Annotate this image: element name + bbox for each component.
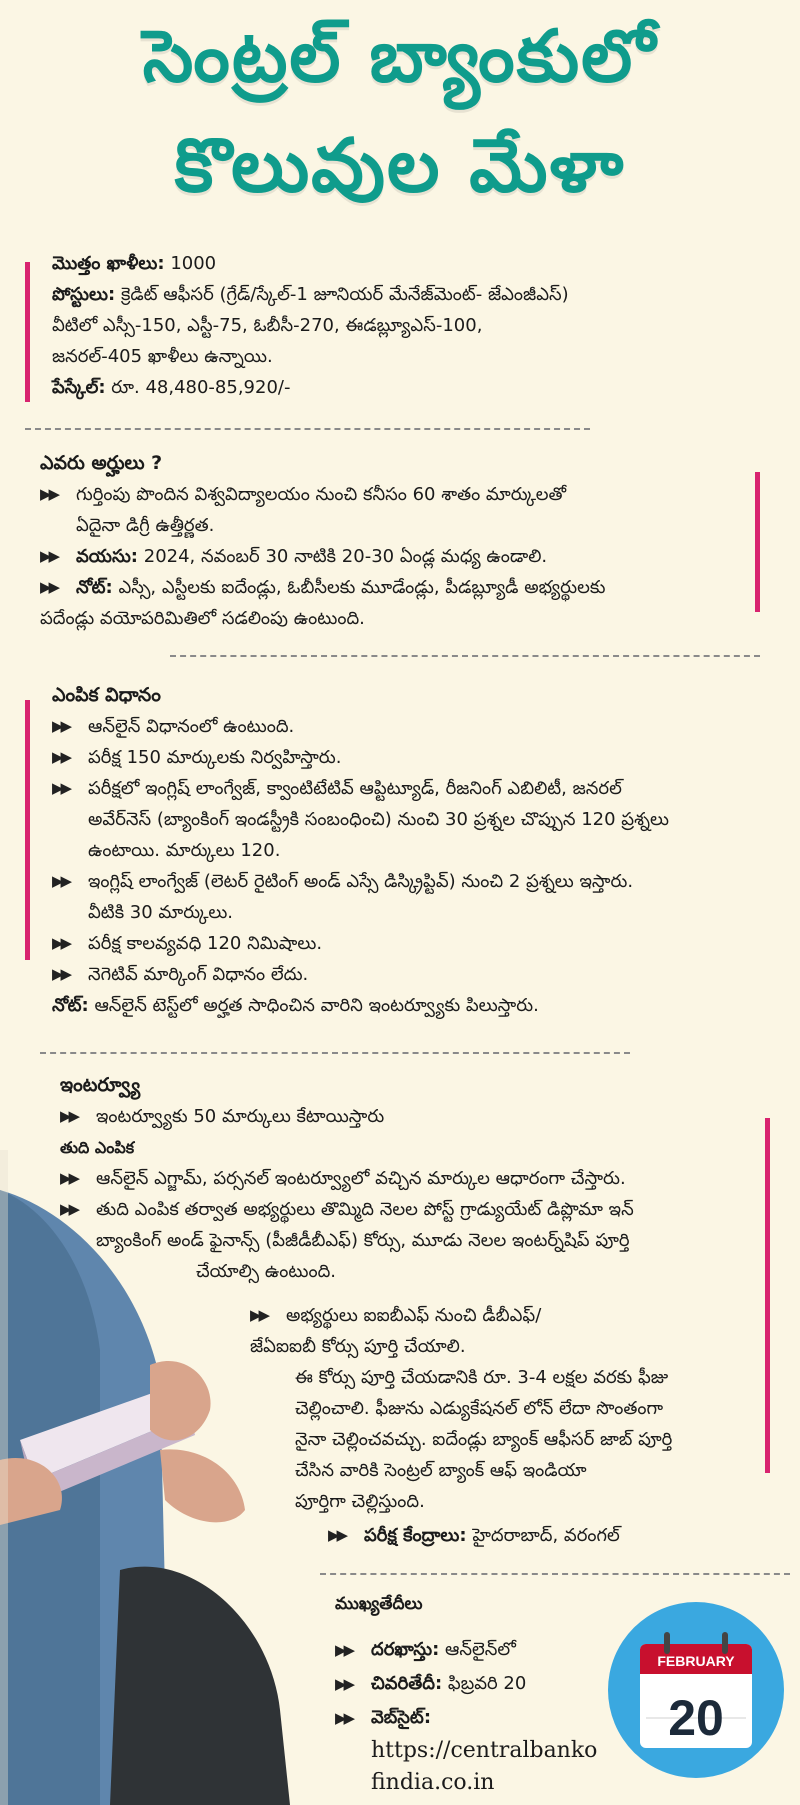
eligibility-item-1: ▶▶ గుర్తింపు పొందిన విశ్వవిద్యాలయం నుంచి కనీసం 60 శాతం మార్కులతో ఏదైనా డిగ్రీ ఉత్తీర్ణత. — [40, 479, 745, 541]
arrow-icon: ▶▶ — [52, 717, 70, 735]
selection-item-3: ▶▶ పరీక్షలో ఇంగ్లిష్ లాంగ్వేజ్, క్వాంటిటేటివ్ ఆప్టిట్యూడ్, రీజనింగ్ ఎబిలిటీ, జనరల్ అవేర్‌నెస్ (బ్యాంకింగ్ ఇండస్ట్రీకి సంబంధించి) నుంచి 30 ప్రశ్నల చొప్పున 120 ప్రశ్నలు ఉంటాయి. మార్కులు 120. — [52, 773, 787, 866]
arrow-icon: ▶▶ — [40, 578, 58, 596]
person-illustration — [0, 1150, 290, 1805]
last-date-item: ▶▶ చివరితేదీ: ఫిబ్రవరి 20 — [335, 1667, 625, 1701]
divider-1 — [25, 428, 590, 430]
course-item: ▶▶ అభ్యర్థులు ఐఐబీఎఫ్ నుంచి డీబీఎఫ్/ — [250, 1300, 750, 1331]
selection-item-4: ▶▶ ఇంగ్లిష్ లాంగ్వేజ్ (లెటర్ రైటింగ్ అండ్ ఎస్సే డిస్క్రిప్టివ్) నుంచి 2 ప్రశ్నలు ఇస్తారు. వీటికి 30 మార్కులు. — [52, 866, 787, 928]
breakup-line1: వీటిలో ఎస్సీ-150, ఎస్టీ-75, ఓబీసీ-270, ఈడబ్ల్యూఎస్-100, — [52, 315, 483, 336]
overview-section — [52, 248, 782, 403]
accent-bar-interview — [765, 1118, 770, 1473]
calendar-month: FEBRUARY — [657, 1653, 735, 1669]
posts-line: పోస్టులు: క్రెడిట్ ఆఫీసర్ (గ్రేడ్/స్కేల్-1 జూనియర్ మేనేజ్‌మెంట్- జేఎంజీఎస్) — [52, 284, 569, 305]
arrow-icon: ▶▶ — [40, 485, 58, 503]
arrow-icon: ▶▶ — [328, 1526, 346, 1544]
fee-block — [295, 1362, 765, 1517]
centers-item: ▶▶ పరీక్ష కేంద్రాలు: హైదరాబాద్, వరంగల్ — [328, 1520, 788, 1551]
headline — [0, 0, 800, 232]
arrow-icon: ▶▶ — [60, 1169, 78, 1187]
final-item-2: ▶▶ తుది ఎంపిక తర్వాత అభ్యర్థులు తొమ్మిది నెలల పోస్ట్ గ్రాడ్యుయేట్ డిప్లొమా ఇన్ బ్యాంకింగ్ అండ్ ఫైనాన్స్ (పీజీడీబీఎఫ్) కోర్సు, మూడు నెలల ఇంటర్న్‌షిప్ పూర్తి చేయాల్సి ఉంటుంది. — [60, 1194, 760, 1287]
course-line2: జేఏఐఐబీ కోర్సు పూర్తి చేయాలి. — [250, 1336, 466, 1357]
accent-bar-eligibility — [755, 472, 760, 612]
dates-title: ముఖ్యతేదీలు — [335, 1594, 423, 1614]
selection-item-5: ▶▶ పరీక్ష కాలవ్యవధి 120 నిమిషాలు. — [52, 928, 787, 959]
selection-item-6: ▶▶ నెగెటివ్ మార్కింగ్ విధానం లేదు. — [52, 959, 787, 990]
arrow-icon: ▶▶ — [60, 1200, 78, 1218]
headline-line1: సెంట్రల్ బ్యాంకులో — [142, 14, 658, 98]
course-block — [250, 1300, 750, 1362]
arrow-icon: ▶▶ — [335, 1675, 353, 1693]
centers-block — [328, 1520, 788, 1551]
divider-2 — [170, 655, 760, 657]
final-selection-title: తుది ఎంపిక — [60, 1138, 135, 1157]
selection-item-2: ▶▶ పరీక్ష 150 మార్కులకు నిర్వహిస్తారు. — [52, 742, 787, 773]
arrow-icon: ▶▶ — [52, 872, 70, 890]
divider-3 — [40, 1052, 630, 1054]
person-with-book-image — [0, 1150, 290, 1805]
arrow-icon: ▶▶ — [40, 547, 58, 565]
eligibility-item-3: ▶▶ నోట్: ఎస్సీ, ఎస్టీలకు ఐదేండ్లు, ఓబీసీలకు మూడేండ్లు, పీడబ్ల్యూడీ అభ్యర్థులకు పదేండ్లు వయోపరిమితిలో సడలింపు ఉంటుంది. — [40, 572, 745, 634]
arrow-icon: ▶▶ — [335, 1709, 353, 1727]
selection-note: నోట్: ఆన్‌లైన్ టెస్ట్‌లో అర్హత సాధించిన వారిని ఇంటర్వ్యూకు పిలుస్తారు. — [52, 995, 539, 1016]
fee-line1: ఈ కోర్సు పూర్తి చేయడానికి రూ. 3-4 లక్షల వరకు ఫీజు — [295, 1367, 669, 1388]
payscale-line: పేస్కేల్: రూ. 48,480-85,920/- — [52, 377, 291, 398]
calendar-day: 20 — [668, 1690, 724, 1746]
breakup-line2: జనరల్-405 ఖాళీలు ఉన్నాయి. — [52, 346, 273, 367]
interview-item: ▶▶ ఇంటర్వ్యూకు 50 మార్కులు కేటాయిస్తారు — [60, 1101, 760, 1132]
selection-title: ఎంపిక విధానం — [52, 684, 161, 706]
headline-line2: కొలువుల మేళా — [174, 123, 626, 209]
calendar-icon — [606, 1600, 786, 1780]
calendar-graphic — [606, 1600, 786, 1780]
arrow-icon: ▶▶ — [52, 748, 70, 766]
eligibility-section — [40, 448, 745, 634]
website-item: ▶▶ వెబ్‌సైట్: — [335, 1701, 625, 1735]
divider-4 — [320, 1573, 790, 1575]
final-item-1: ▶▶ ఆన్‌లైన్ ఎగ్జామ్, పర్సనల్ ఇంటర్వ్యూలో వచ్చిన మార్కుల ఆధారంగా చేస్తారు. — [60, 1163, 760, 1194]
fee-line2: చెల్లించాలి. ఫీజును ఎడ్యుకేషనల్ లోన్ లేదా సొంతంగా — [295, 1398, 664, 1419]
eligibility-item-2: ▶▶ వయసు: 2024, నవంబర్ 30 నాటికి 20-30 ఏండ్ల మధ్య ఉండాలి. — [40, 541, 745, 572]
fee-line3: నైనా చెల్లించవచ్చు. ఐదేండ్లు బ్యాంక్ ఆఫీసర్ జాబ్ పూర్తి — [295, 1429, 673, 1450]
arrow-icon: ▶▶ — [335, 1641, 353, 1659]
arrow-icon: ▶▶ — [52, 934, 70, 952]
eligibility-title: ఎవరు అర్హులు ? — [40, 452, 163, 474]
arrow-icon: ▶▶ — [60, 1107, 78, 1125]
interview-title: ఇంటర్వ్యూ — [60, 1074, 141, 1096]
accent-bar-overview — [25, 262, 30, 402]
arrow-icon: ▶▶ — [52, 965, 70, 983]
fee-line4: చేసిన వారికి సెంట్రల్ బ్యాంక్ ఆఫ్ ఇండియా — [295, 1460, 587, 1481]
arrow-icon: ▶▶ — [52, 779, 70, 797]
selection-section — [52, 680, 787, 1021]
apply-item: ▶▶ దరఖాస్తు: ఆన్‌లైన్‌లో — [335, 1633, 625, 1667]
website-url: https://centralbanko findia.co.in — [371, 1738, 598, 1795]
fee-line5: పూర్తిగా చెల్లిస్తుంది. — [295, 1491, 425, 1512]
accent-bar-selection — [25, 700, 30, 960]
selection-item-1: ▶▶ ఆన్‌లైన్ విధానంలో ఉంటుంది. — [52, 711, 787, 742]
arrow-icon: ▶▶ — [250, 1306, 268, 1324]
dates-section — [335, 1587, 625, 1799]
vacancies-line: మొత్తం ఖాళీలు: 1000 — [52, 253, 217, 274]
